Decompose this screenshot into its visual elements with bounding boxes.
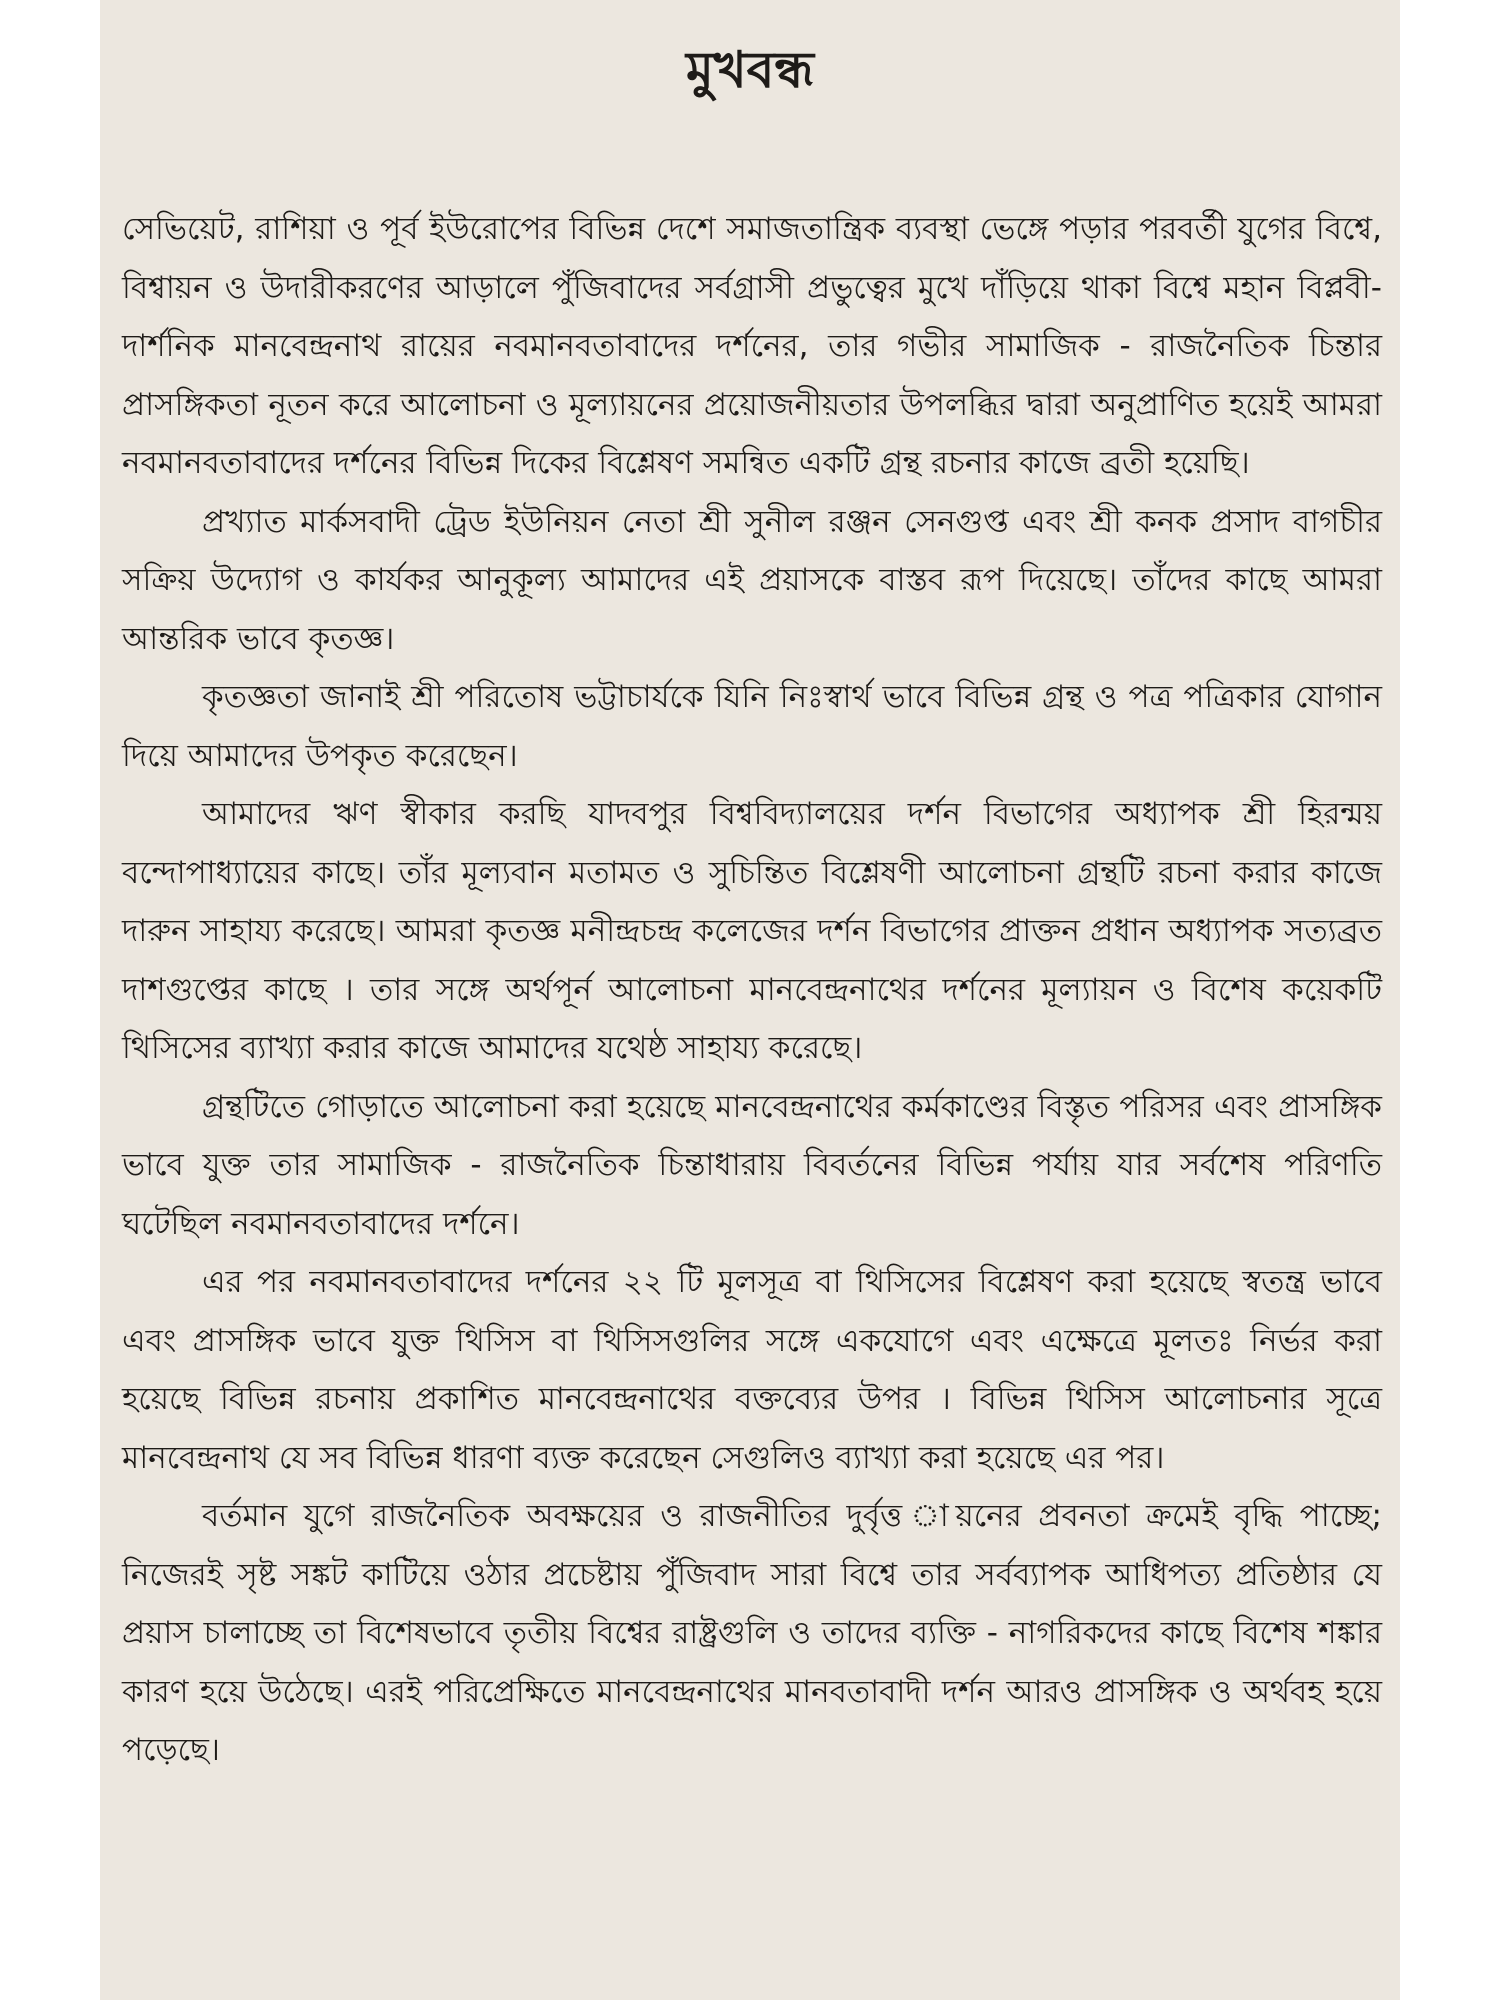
body-text bbox=[122, 200, 1382, 1780]
paragraph-4: আমাদের ঋণ স্বীকার করছি যাদবপুর বিশ্ববিদ্যালয়ের দর্শন বিভাগের অধ্যাপক শ্রী হিরন্ময় বন্দোপাধ্যায়ের কাছে। তাঁর মূল্যবান মতামত ও সুচিন্তিত বিশ্লেষণী আলোচনা গ্রন্থটি রচনা করার কাজে দারুন সাহায্য করেছে। আমরা কৃতজ্ঞ মনীন্দ্রচন্দ্র কলেজের দর্শন বিভাগের প্রাক্তন প্রধান অধ্যাপক সত্যব্রত দাশগুপ্তের কাছে । তার সঙ্গে অর্থপূর্ন আলোচনা মানবেন্দ্রনাথের দর্শনের মূল্যায়ন ও বিশেষ কয়েকটি থিসিসের ব্যাখ্যা করার কাজে আমাদের যথেষ্ঠ সাহায্য করেছে। bbox=[122, 796, 1382, 1066]
page-title: মুখবন্ধ bbox=[685, 41, 815, 99]
document-page bbox=[100, 0, 1400, 2000]
paragraph-3: কৃতজ্ঞতা জানাই শ্রী পরিতোষ ভট্টাচার্যকে যিনি নিঃস্বার্থ ভাবে বিভিন্ন গ্রন্থ ও পত্র পত্রিকার যোগান দিয়ে আমাদের উপকৃত করেছেন। bbox=[122, 679, 1382, 774]
paragraph-7: বর্তমান যুগে রাজনৈতিক অবক্ষয়ের ও রাজনীতির দুর্বৃত্ত ায়নের প্রবনতা ক্রমেই বৃদ্ধি পাচ্ছে; নিজেরই সৃষ্ট সঙ্কট কাটিয়ে ওঠার প্রচেষ্টায় পুঁজিবাদ সারা বিশ্বে তার সর্বব্যাপক আধিপত্য প্রতিষ্ঠার যে প্রয়াস চালাচ্ছে তা বিশেষভাবে তৃতীয় বিশ্বের রাষ্ট্রগুলি ও তাদের ব্যক্তি - নাগরিকদের কাছে বিশেষ শঙ্কার কারণ হয়ে উঠেছে। এরই পরিপ্রেক্ষিতে মানবেন্দ্রনাথের মানবতাবাদী দর্শন আরও প্রাসঙ্গিক ও অর্থবহ হয়ে পড়েছে। bbox=[122, 1498, 1382, 1768]
paragraph-2: প্রখ্যাত মার্কসবাদী ট্রেড ইউনিয়ন নেতা শ্রী সুনীল রঞ্জন সেনগুপ্ত এবং শ্রী কনক প্রসাদ বাগচীর সক্রিয় উদ্যোগ ও কার্যকর আনুকূল্য আমাদের এই প্রয়াসকে বাস্তব রূপ দিয়েছে। তাঁদের কাছে আমরা আন্তরিক ভাবে কৃতজ্ঞ। bbox=[122, 503, 1382, 657]
paragraph-6: এর পর নবমানবতাবাদের দর্শনের ২২ টি মূলসূত্র বা থিসিসের বিশ্লেষণ করা হয়েছে স্বতন্ত্র ভাবে এবং প্রাসঙ্গিক ভাবে যুক্ত থিসিস বা থিসিসগুলির সঙ্গে একযোগে এবং এক্ষেত্রে মূলতঃ নির্ভর করা হয়েছে বিভিন্ন রচনায় প্রকাশিত মানবেন্দ্রনাথের বক্তব্যের উপর । বিভিন্ন থিসিস আলোচনার সূত্রে মানবেন্দ্রনাথ যে সব বিভিন্ন ধারণা ব্যক্ত করেছেন সেগুলিও ব্যাখ্যা করা হয়েছে এর পর। bbox=[122, 1264, 1382, 1476]
paragraph-1: সেভিয়েট, রাশিয়া ও পূর্ব ইউরোপের বিভিন্ন দেশে সমাজতান্ত্রিক ব্যবস্থা ভেঙ্গে পড়ার পরবর্তী যুগের বিশ্বে, বিশ্বায়ন ও উদারীকরণের আড়ালে পুঁজিবাদের সর্বগ্রাসী প্রভুত্বের মুখে দাঁড়িয়ে থাকা বিশ্বে মহান বিপ্লবী-দার্শনিক মানবেন্দ্রনাথ রায়ের নবমানবতাবাদের দর্শনের, তার গভীর সামাজিক - রাজনৈতিক চিন্তার প্রাসঙ্গিকতা নূতন করে আলোচনা ও মূল্যায়নের প্রয়োজনীয়তার উপলব্ধির দ্বারা অনুপ্রাণিত হয়েই আমরা নবমানবতাবাদের দর্শনের বিভিন্ন দিকের বিশ্লেষণ সমন্বিত একটি গ্রন্থ রচনার কাজে ব্রতী হয়েছি। bbox=[122, 211, 1382, 481]
paragraph-5: গ্রন্থটিতে গোড়াতে আলোচনা করা হয়েছে মানবেন্দ্রনাথের কর্মকাণ্ডের বিস্তৃত পরিসর এবং প্রাসঙ্গিক ভাবে যুক্ত তার সামাজিক - রাজনৈতিক চিন্তাধারায় বিবর্তনের বিভিন্ন পর্যায় যার সর্বশেষ পরিণতি ঘটেছিল নবমানবতাবাদের দর্শনে। bbox=[122, 1088, 1382, 1242]
